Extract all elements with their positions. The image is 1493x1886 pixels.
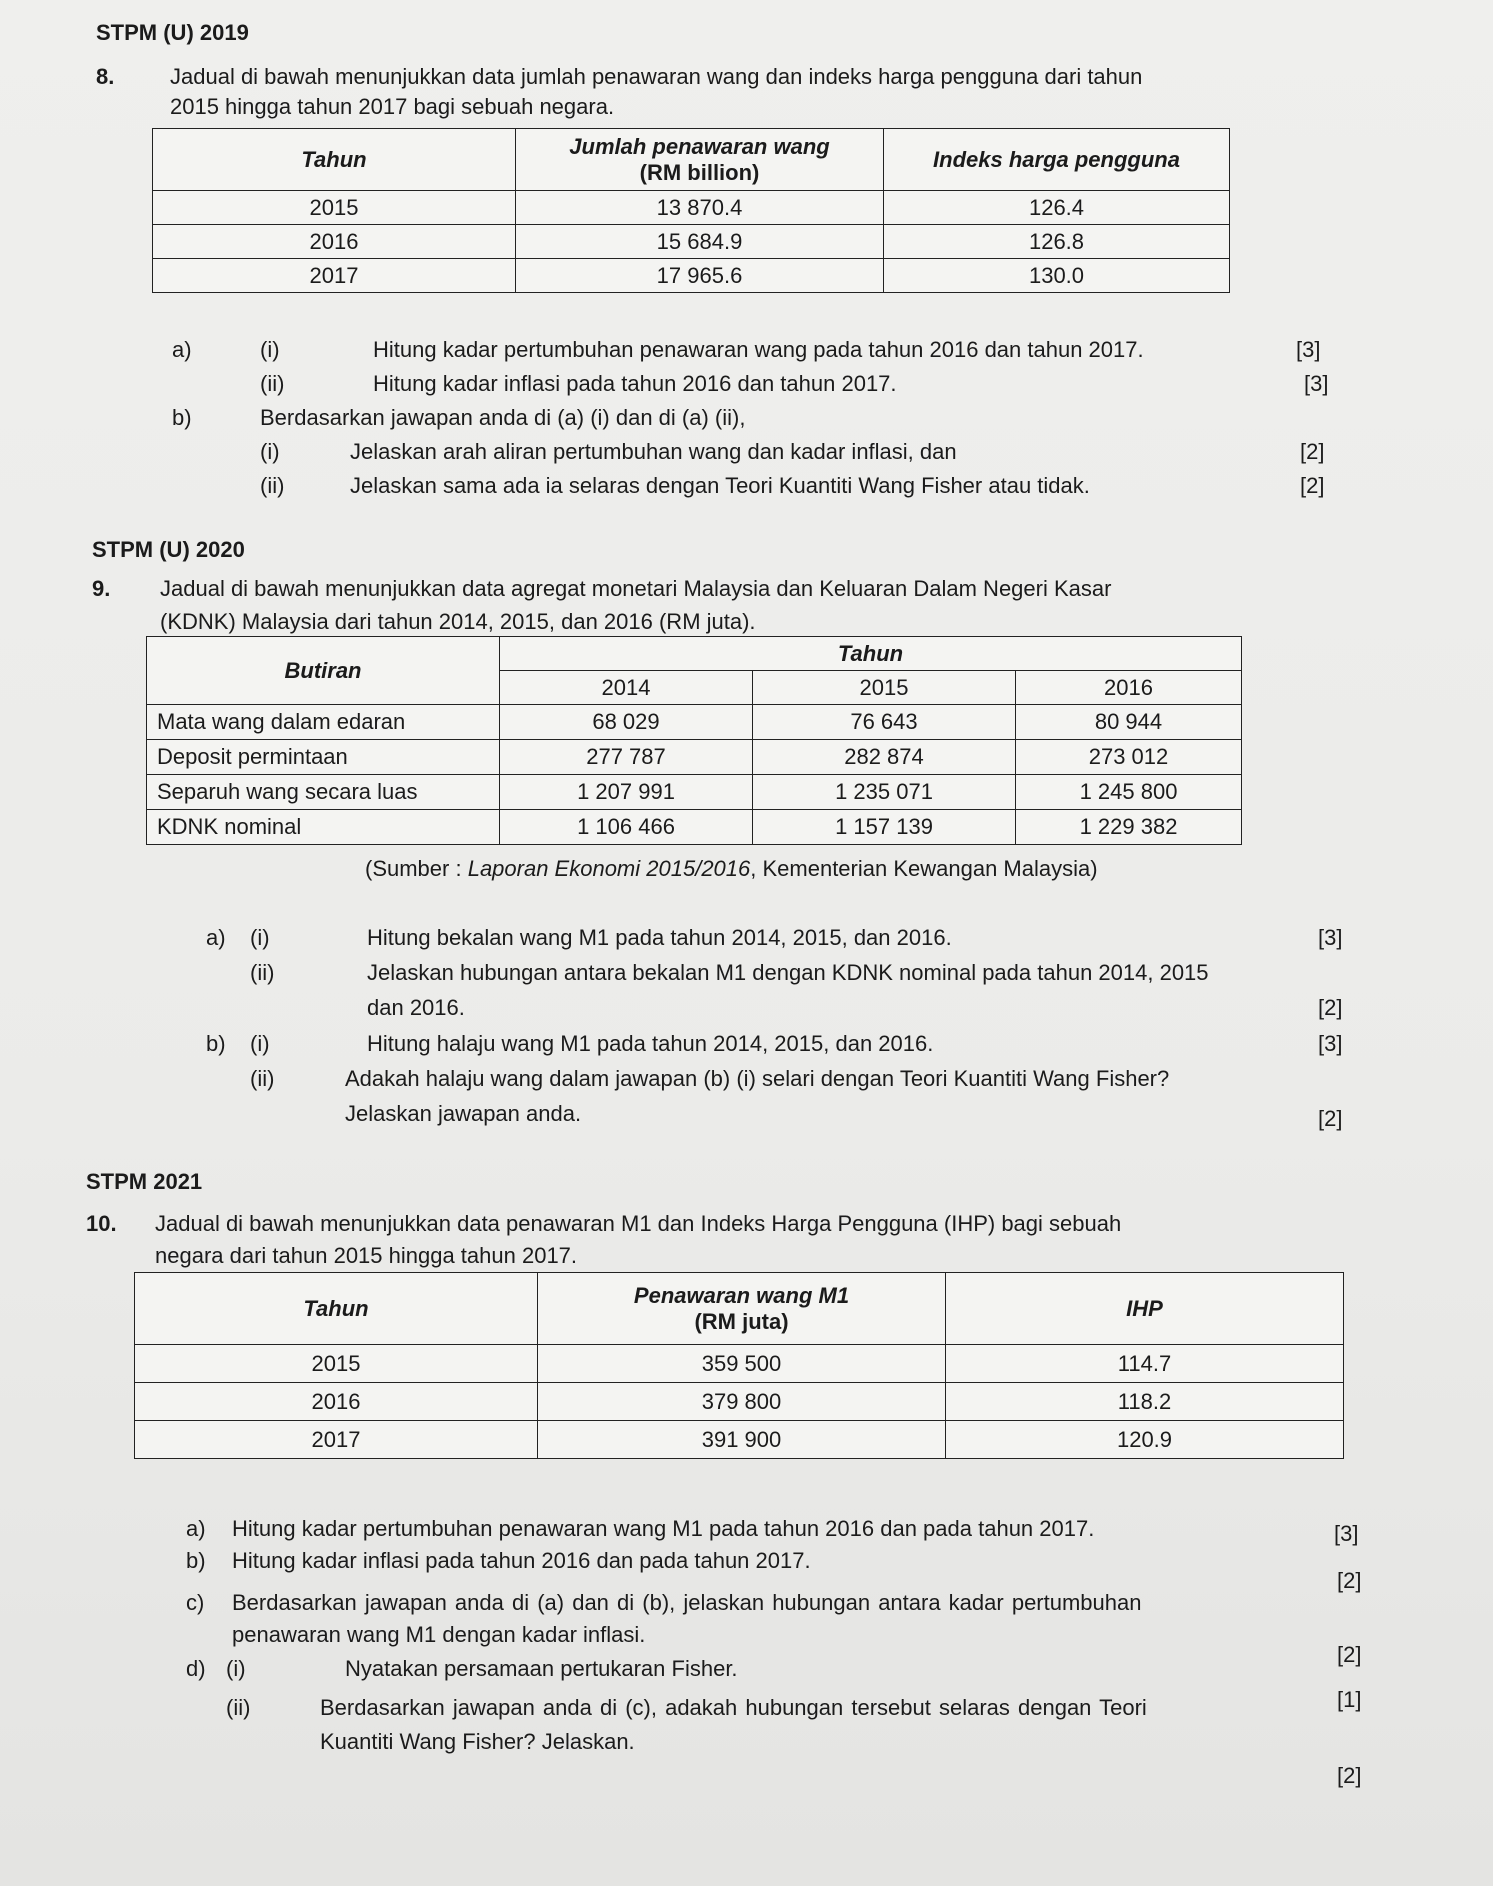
q9-table [146,636,1242,845]
table-row: 2016 379 800 118.2 [135,1383,1344,1421]
q10-a-text: Hitung kadar pertumbuhan penawaran wang M1 pada tahun 2016 dan pada tahun 2017. [232,1516,1095,1541]
q8-a-i-mark: [3] [1296,337,1321,362]
q8-intro-line2: 2015 hingga tahun 2017 bagi sebuah negara. [170,94,615,119]
q10-c-text1: Berdasarkan jawapan anda di (a) dan di (b), jelaskan hubungan antara kadar pertumbuhan [232,1590,1142,1615]
q10-d-ii-text1: Berdasarkan jawapan anda di (c), adakah hubungan tersebut selaras dengan Teori [320,1695,1147,1720]
q9-a-ii-text2: dan 2016. [367,995,465,1020]
q10-d-ii-mark: [2] [1337,1763,1362,1788]
q10-table [134,1272,1344,1459]
q8-heading: STPM (U) 2019 [96,20,249,45]
q10-intro-line2: negara dari tahun 2015 hingga tahun 2017. [155,1243,578,1268]
q9-b-i-label: (i) [250,1031,270,1056]
q10-number: 10. [86,1211,117,1236]
q10-heading: STPM 2021 [86,1169,203,1194]
q8-b-i-label: (i) [260,439,280,464]
q9-a-i-text: Hitung bekalan wang M1 pada tahun 2014, 2015, dan 2016. [367,925,952,950]
q9-intro-line1: Jadual di bawah menunjukkan data agregat monetari Malaysia dan Keluaran Dalam Negeri Kasar [160,576,1112,601]
table-row: Deposit permintaan 277 787 282 874 273 012 [147,740,1242,775]
q9-a-label: a) [206,925,226,950]
table-row: 2017 391 900 120.9 [135,1421,1344,1459]
q9-year-2015: 2015 [753,671,1016,705]
q8-header-year: Tahun [153,129,516,191]
q9-year-2016: 2016 [1016,671,1242,705]
q10-d-i-label: (i) [226,1656,246,1681]
q10-intro-line1: Jadual di bawah menunjukkan data penawaran M1 dan Indeks Harga Pengguna (IHP) bagi sebuah [155,1211,1122,1236]
q9-heading: STPM (U) 2020 [92,537,245,562]
table-row: Separuh wang secara luas 1 207 991 1 235 071 1 245 800 [147,775,1242,810]
q9-b-ii-mark: [2] [1318,1106,1343,1131]
q9-b-ii-text1: Adakah halaju wang dalam jawapan (b) (i) selari dengan Teori Kuantiti Wang Fisher? [345,1066,1170,1091]
q8-table [152,128,1230,293]
table-row: Mata wang dalam edaran 68 029 76 643 80 944 [147,705,1242,740]
q8-a-i-label: (i) [260,337,280,362]
table-row: 2016 15 684.9 126.8 [153,225,1230,259]
q8-a-ii-mark: [3] [1304,371,1329,396]
q10-c-label: c) [186,1590,205,1615]
q10-b-label: b) [186,1548,206,1573]
q8-b-ii-label: (ii) [260,473,285,498]
q8-b-ii-text: Jelaskan sama ada ia selaras dengan Teori Kuantiti Wang Fisher atau tidak. [350,473,1090,498]
q9-a-i-mark: [3] [1318,925,1343,950]
q9-b-ii-text2: Jelaskan jawapan anda. [345,1101,582,1126]
q8-b-i-mark: [2] [1300,439,1325,464]
q8-a-label: a) [172,337,192,362]
q10-d-i-text: Nyatakan persamaan pertukaran Fisher. [345,1656,738,1681]
q10-d-i-mark: [1] [1337,1687,1362,1712]
q8-b-i-text: Jelaskan arah aliran pertumbuhan wang dan kadar inflasi, dan [350,439,957,464]
q9-header-item: Butiran [147,637,500,705]
table-row: 2017 17 965.6 130.0 [153,259,1230,293]
q8-b-text: Berdasarkan jawapan anda di (a) (i) dan di (a) (ii), [260,405,746,430]
q8-intro-line1: Jadual di bawah menunjukkan data jumlah penawaran wang dan indeks harga pengguna dari tahun [170,64,1143,89]
q9-a-ii-mark: [2] [1318,995,1343,1020]
q9-b-i-mark: [3] [1318,1031,1343,1056]
q9-year-2014: 2014 [500,671,753,705]
q9-intro-line2: (KDNK) Malaysia dari tahun 2014, 2015, dan 2016 (RM juta). [160,609,756,634]
q10-header-m1: Penawaran wang M1 (RM juta) [538,1273,946,1345]
q8-number: 8. [96,64,115,89]
q8-header-cpi: Indeks harga pengguna [884,129,1230,191]
q9-b-label: b) [206,1031,226,1056]
q9-a-ii-label: (ii) [250,960,275,985]
q10-c-text2: penawaran wang M1 dengan kadar inflasi. [232,1622,646,1647]
q10-b-mark: [2] [1337,1568,1362,1593]
q10-d-label: d) [186,1656,206,1681]
q8-a-ii-label: (ii) [260,371,285,396]
q8-a-ii-text: Hitung kadar inflasi pada tahun 2016 dan tahun 2017. [373,371,897,396]
q9-b-ii-label: (ii) [250,1066,275,1091]
q10-d-ii-label: (ii) [226,1695,251,1720]
q9-header-year: Tahun [500,637,1242,671]
q10-b-text: Hitung kadar inflasi pada tahun 2016 dan pada tahun 2017. [232,1548,811,1573]
q10-header-year: Tahun [135,1273,538,1345]
q8-a-i-text: Hitung kadar pertumbuhan penawaran wang pada tahun 2016 dan tahun 2017. [373,337,1144,362]
table-row: 2015 359 500 114.7 [135,1345,1344,1383]
q9-b-i-text: Hitung halaju wang M1 pada tahun 2014, 2015, dan 2016. [367,1031,934,1056]
q9-a-ii-text1: Jelaskan hubungan antara bekalan M1 dengan KDNK nominal pada tahun 2014, 2015 [367,960,1209,985]
table-row: KDNK nominal 1 106 466 1 157 139 1 229 382 [147,810,1242,845]
q8-b-label: b) [172,405,192,430]
q9-number: 9. [92,576,111,601]
q8-b-ii-mark: [2] [1300,473,1325,498]
table-row: 2015 13 870.4 126.4 [153,191,1230,225]
q10-d-ii-text2: Kuantiti Wang Fisher? Jelaskan. [320,1729,635,1754]
q10-c-mark: [2] [1337,1642,1362,1667]
q10-header-ihp: IHP [946,1273,1344,1345]
q9-source: (Sumber : Laporan Ekonomi 2015/2016, Kementerian Kewangan Malaysia) [365,856,1098,881]
q10-a-label: a) [186,1516,206,1541]
q9-a-i-label: (i) [250,925,270,950]
q8-header-money: Jumlah penawaran wang (RM billion) [516,129,884,191]
q10-a-mark: [3] [1334,1521,1359,1546]
